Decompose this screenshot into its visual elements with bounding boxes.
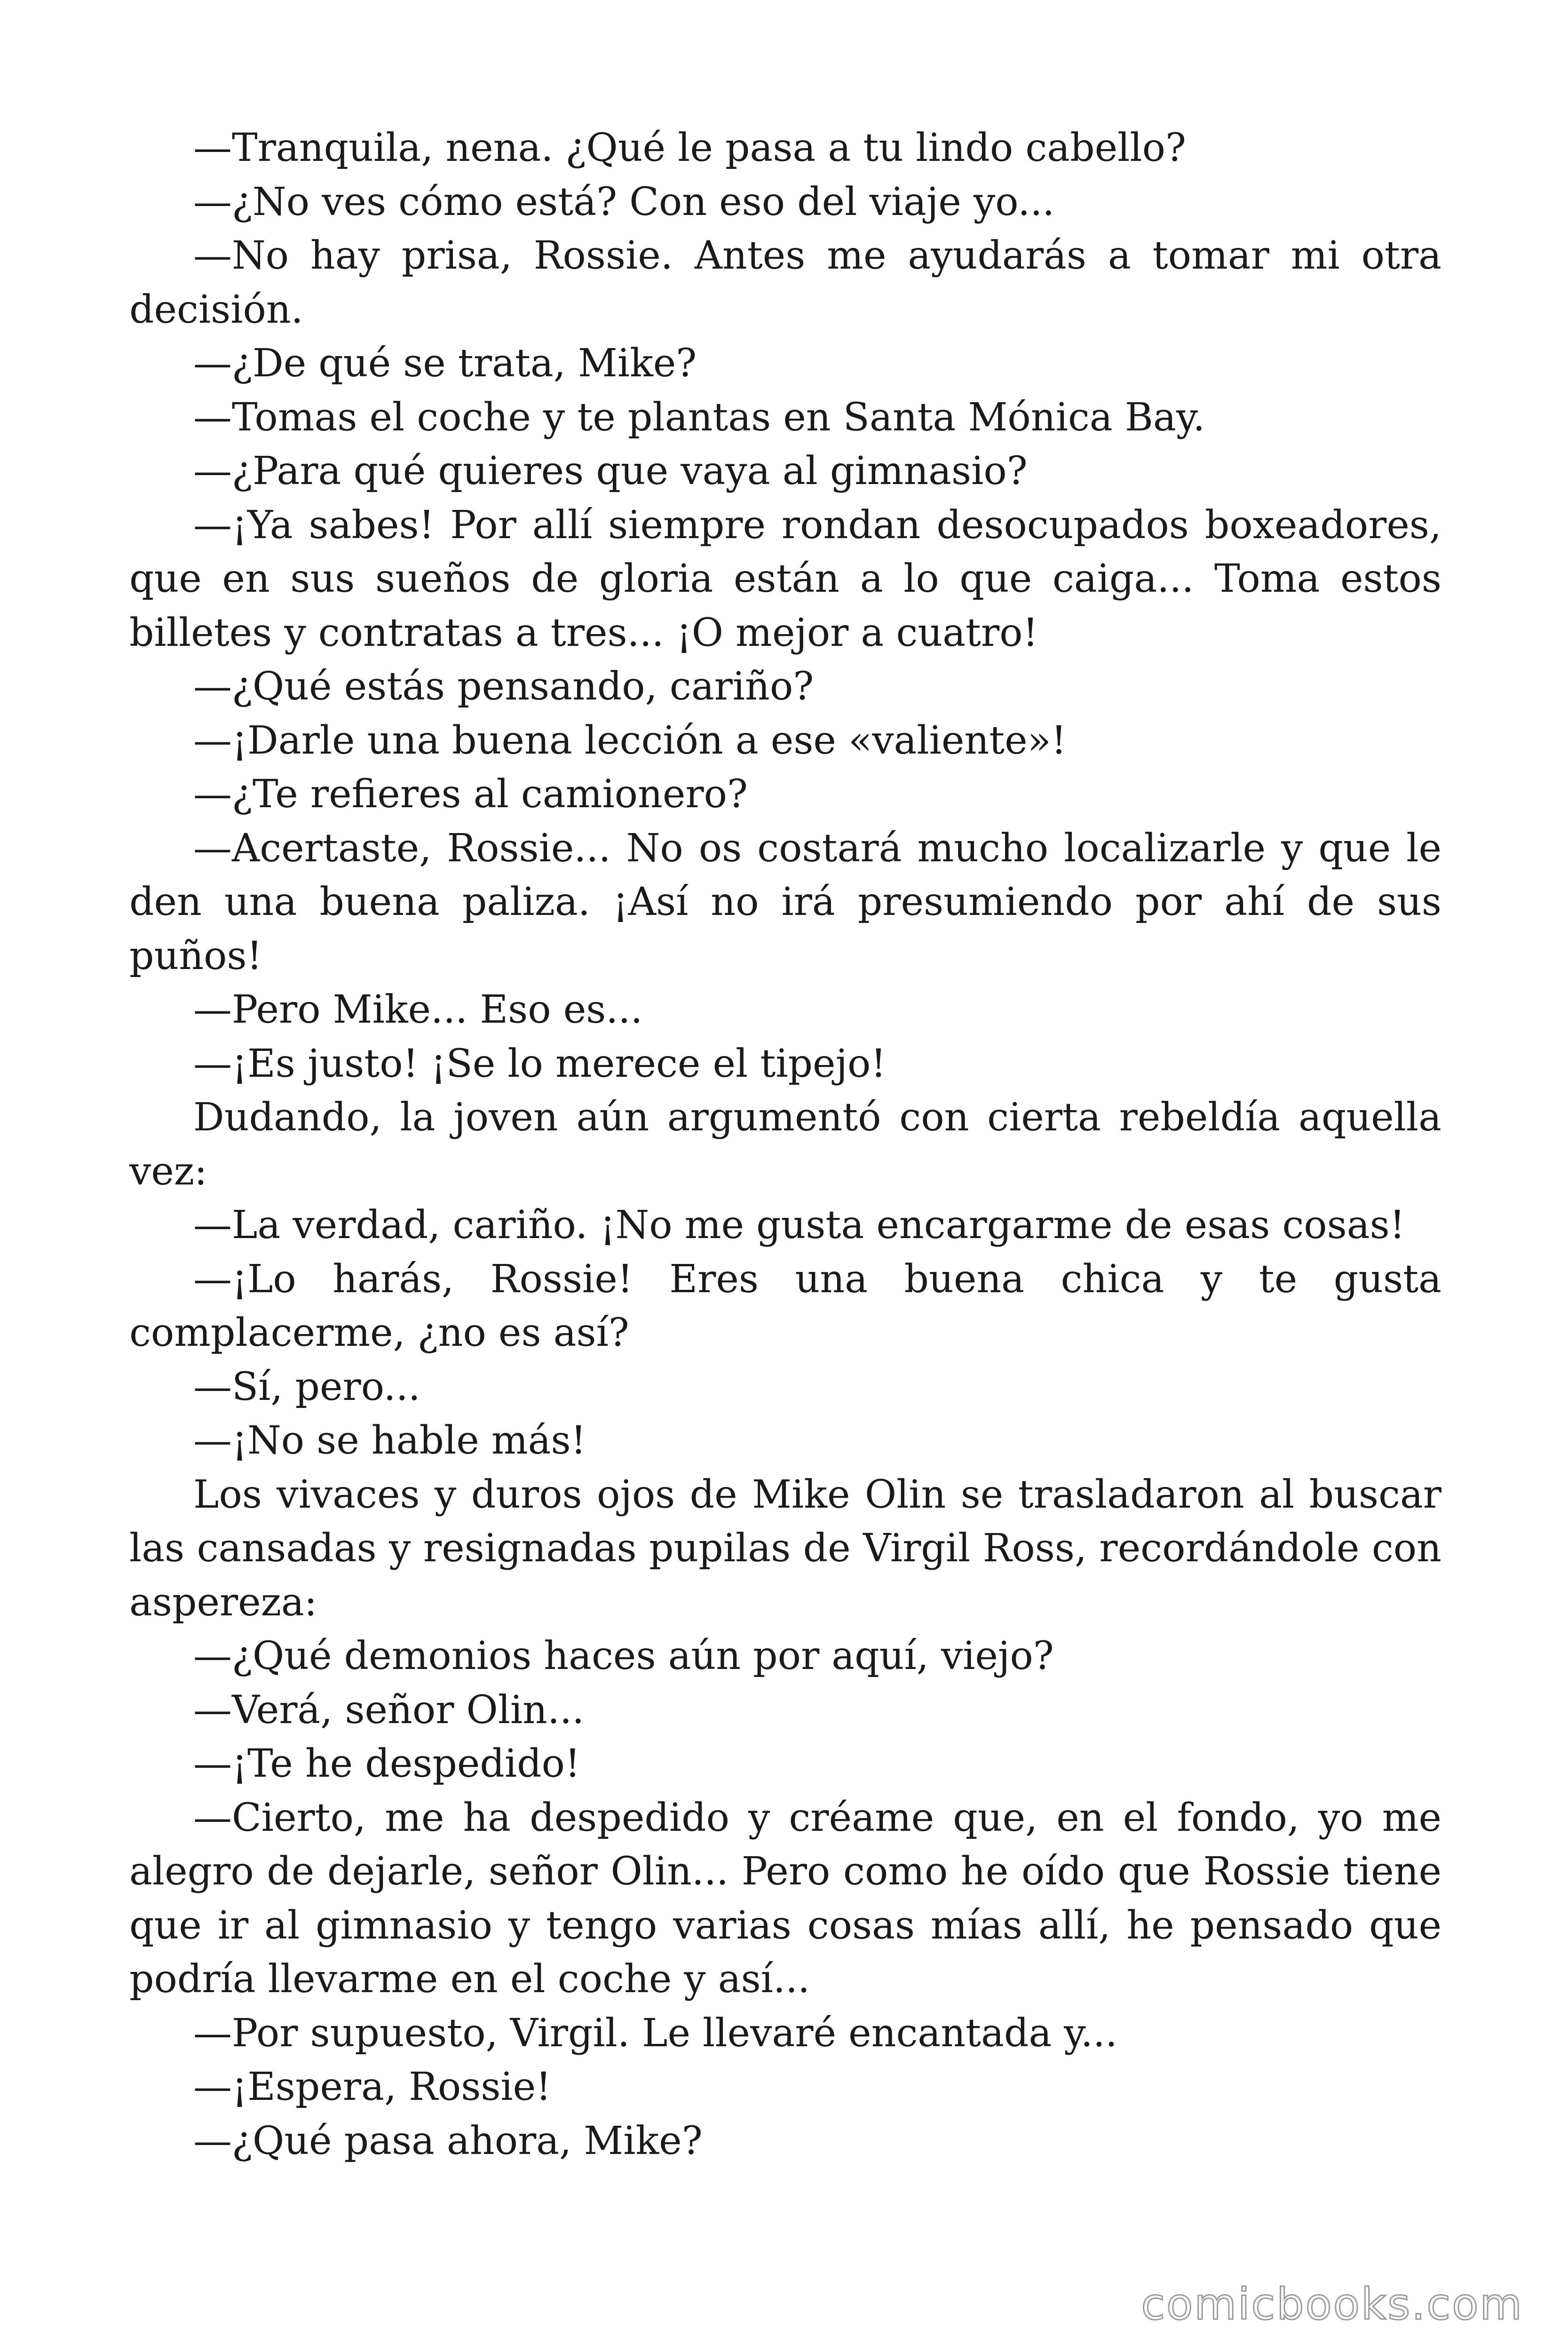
paragraph: —¡Es justo! ¡Se lo merece el tipejo! (193, 1041, 887, 1086)
paragraph: Dudando, la joven aún argumentó con cierta rebeldía aquella vez: (129, 1095, 1441, 1194)
paragraph: —¿Qué estás pensando, cariño? (193, 664, 814, 709)
page-text (129, 121, 1441, 2168)
paragraph: —¡Ya sabes! Por allí siempre rondan desocupados boxeadores, que en sus sueños de gloria están a lo que caiga... Toma estos billetes y contratas a tres... ¡O mejor a cuatro! (129, 502, 1441, 655)
paragraph: —¡No se hable más! (193, 1418, 586, 1463)
paragraph: —No hay prisa, Rossie. Antes me ayudarás a tomar mi otra decisión. (129, 233, 1441, 332)
paragraph: —¡Te he despedido! (193, 1741, 580, 1786)
paragraph: —Por supuesto, Virgil. Le llevaré encantada y... (193, 2010, 1117, 2056)
paragraph: —¡Espera, Rossie! (193, 2065, 552, 2109)
paragraph: —¿Qué pasa ahora, Mike? (193, 2118, 703, 2163)
paragraph: —Pero Mike... Eso es... (193, 987, 643, 1032)
paragraph: —La verdad, cariño. ¡No me gusta encargarme de esas cosas! (193, 1203, 1405, 1248)
paragraph: —Tranquila, nena. ¿Qué le pasa a tu lindo cabello? (193, 126, 1186, 170)
paragraph: —¡Lo harás, Rossie! Eres una buena chica y te gusta complacerme, ¿no es así? (129, 1256, 1441, 1355)
paragraph: —Tomas el coche y te plantas en Santa Mónica Bay. (193, 395, 1205, 440)
paragraph: —¡Darle una buena lección a ese «valiente»! (193, 718, 1067, 763)
paragraph: —¿Para qué quieres que vaya al gimnasio? (193, 449, 1028, 493)
paragraph: —¿Qué demonios haces aún por aquí, viejo? (193, 1634, 1054, 1678)
paragraph: —Acertaste, Rossie... No os costará mucho localizarle y que le den una buena paliza. ¡Así no irá presumiendo por ahí de sus puños! (129, 826, 1441, 978)
paragraph: —Verá, señor Olin... (193, 1687, 585, 1732)
paragraph: —¿De qué se trata, Mike? (193, 341, 697, 386)
paragraph: —¿No ves cómo está? Con eso del viaje yo... (193, 179, 1055, 224)
paragraph: —Cierto, me ha despedido y créame que, en el fondo, yo me alegro de dejarle, señor Olin... Pero como he oído que Rossie tiene que ir al gimnasio y tengo varias cosas mías allí, he pensado que podría llevarme en el coche y así... (129, 1795, 1441, 2002)
paragraph: Los vivaces y duros ojos de Mike Olin se trasladaron al buscar las cansadas y resignadas pupilas de Virgil Ross, recordándole con aspereza: (129, 1472, 1441, 1625)
paragraph: —Sí, pero... (193, 1364, 420, 1409)
paragraph: —¿Te refieres al camionero? (193, 772, 748, 817)
watermark: comicbooks.com (1141, 2279, 1523, 2329)
